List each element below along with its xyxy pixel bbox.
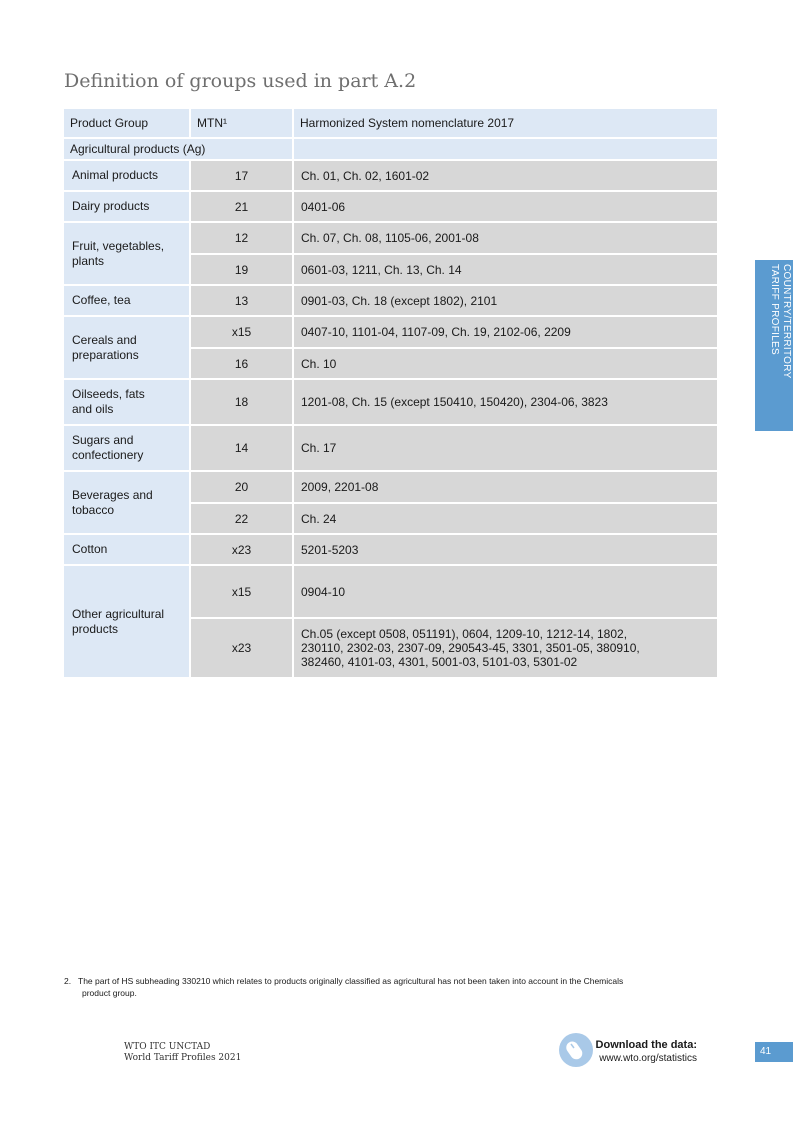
- product-group-table: [64, 109, 717, 679]
- table-row: [64, 565, 717, 618]
- hs-nomenclature-cell: Ch. 24: [293, 503, 717, 534]
- hs-nomenclature-cell: 1201-08, Ch. 15 (except 150410, 150420), 2304-06, 3823: [293, 379, 717, 425]
- product-group-cell: Cotton: [64, 534, 190, 565]
- mouse-download-icon[interactable]: [558, 1032, 594, 1068]
- mtn-cell: 12: [190, 222, 293, 254]
- mtn-cell: 19: [190, 254, 293, 285]
- hs-nomenclature-cell: 5201-5203: [293, 534, 717, 565]
- mtn-cell: x23: [190, 618, 293, 678]
- product-group-cell: Beverages and tobacco: [64, 471, 190, 534]
- footer-publisher: [124, 1042, 241, 1064]
- footer-publication: World Tariff Profiles 2021: [124, 1053, 242, 1063]
- mtn-cell: x15: [190, 316, 293, 348]
- page-title: Definition of groups used in part A.2: [64, 70, 417, 92]
- section-label: Agricultural products (Ag): [64, 138, 293, 160]
- table-row: [64, 534, 717, 565]
- table-row: [64, 191, 717, 222]
- hs-nomenclature-cell: Ch. 01, Ch. 02, 1601-02: [293, 160, 717, 191]
- product-group-cell: Other agricultural products: [64, 565, 190, 678]
- footnote: [64, 975, 714, 999]
- side-tab-line1: COUNTRY/TERRITORY: [781, 264, 792, 379]
- side-tab-line2: TARIFF PROFILES: [769, 264, 780, 355]
- mtn-cell: 22: [190, 503, 293, 534]
- table-row: [64, 471, 717, 503]
- product-group-cell: Fruit, vegetables, plants: [64, 222, 190, 285]
- product-group-cell: Oilseeds, fats and oils: [64, 379, 190, 425]
- footer-org-names: WTO ITC UNCTAD: [124, 1042, 211, 1052]
- hs-nomenclature-cell: Ch. 10: [293, 348, 717, 379]
- product-group-cell: Sugars and confectionery: [64, 425, 190, 471]
- table-row: [64, 316, 717, 348]
- hs-nomenclature-cell: 0904-10: [293, 565, 717, 618]
- hs-nomenclature-cell: Ch. 07, Ch. 08, 1105-06, 2001-08: [293, 222, 717, 254]
- product-group-cell: Coffee, tea: [64, 285, 190, 316]
- mtn-cell: 18: [190, 379, 293, 425]
- download-url[interactable]: www.wto.org/statistics: [599, 1053, 697, 1064]
- side-tab-label: [768, 264, 804, 379]
- mtn-cell: 17: [190, 160, 293, 191]
- hs-nomenclature-cell: 0401-06: [293, 191, 717, 222]
- table-header-row: [64, 109, 717, 138]
- table-row: [64, 379, 717, 425]
- hs-nomenclature-cell: 0901-03, Ch. 18 (except 1802), 2101: [293, 285, 717, 316]
- mtn-cell: x15: [190, 565, 293, 618]
- product-group-cell: Dairy products: [64, 191, 190, 222]
- page-number: 41: [755, 1042, 793, 1062]
- hs-nomenclature-cell: Ch. 17: [293, 425, 717, 471]
- mtn-cell: x23: [190, 534, 293, 565]
- header-hs: Harmonized System nomenclature 2017: [293, 109, 717, 138]
- section-row: [64, 138, 717, 160]
- table-row: [64, 285, 717, 316]
- table-row: [64, 222, 717, 254]
- hs-nomenclature-cell: 0601-03, 1211, Ch. 13, Ch. 14: [293, 254, 717, 285]
- footnote-text-continued: product group.: [82, 988, 137, 998]
- footnote-number: 2.: [64, 976, 72, 986]
- mtn-cell: 14: [190, 425, 293, 471]
- header-product-group: Product Group: [64, 109, 190, 138]
- mtn-cell: 13: [190, 285, 293, 316]
- section-spacer: [293, 138, 717, 160]
- product-group-cell: Cereals and preparations: [64, 316, 190, 379]
- download-title: Download the data:: [595, 1039, 697, 1051]
- table-row: [64, 425, 717, 471]
- header-mtn: MTN¹: [190, 109, 293, 138]
- product-group-cell: Animal products: [64, 160, 190, 191]
- mtn-cell: 16: [190, 348, 293, 379]
- mtn-cell: 20: [190, 471, 293, 503]
- side-tab-roman: II: [793, 264, 804, 271]
- footnote-text: The part of HS subheading 330210 which relates to products originally classified as agricultural has not been taken into account in the Chemicals: [78, 976, 624, 986]
- table-row: [64, 160, 717, 191]
- download-data-link[interactable]: [596, 1039, 697, 1065]
- hs-nomenclature-cell: Ch.05 (except 0508, 051191), 0604, 1209-10, 1212-14, 1802, 230110, 2302-03, 2307-09, 290543-45, 3301, 3501-05, 380910, 382460, 4101-03, 4301, 5001-03, 5101-03, 5301-02: [293, 618, 717, 678]
- mtn-cell: 21: [190, 191, 293, 222]
- hs-nomenclature-cell: 2009, 2201-08: [293, 471, 717, 503]
- hs-nomenclature-cell: 0407-10, 1101-04, 1107-09, Ch. 19, 2102-06, 2209: [293, 316, 717, 348]
